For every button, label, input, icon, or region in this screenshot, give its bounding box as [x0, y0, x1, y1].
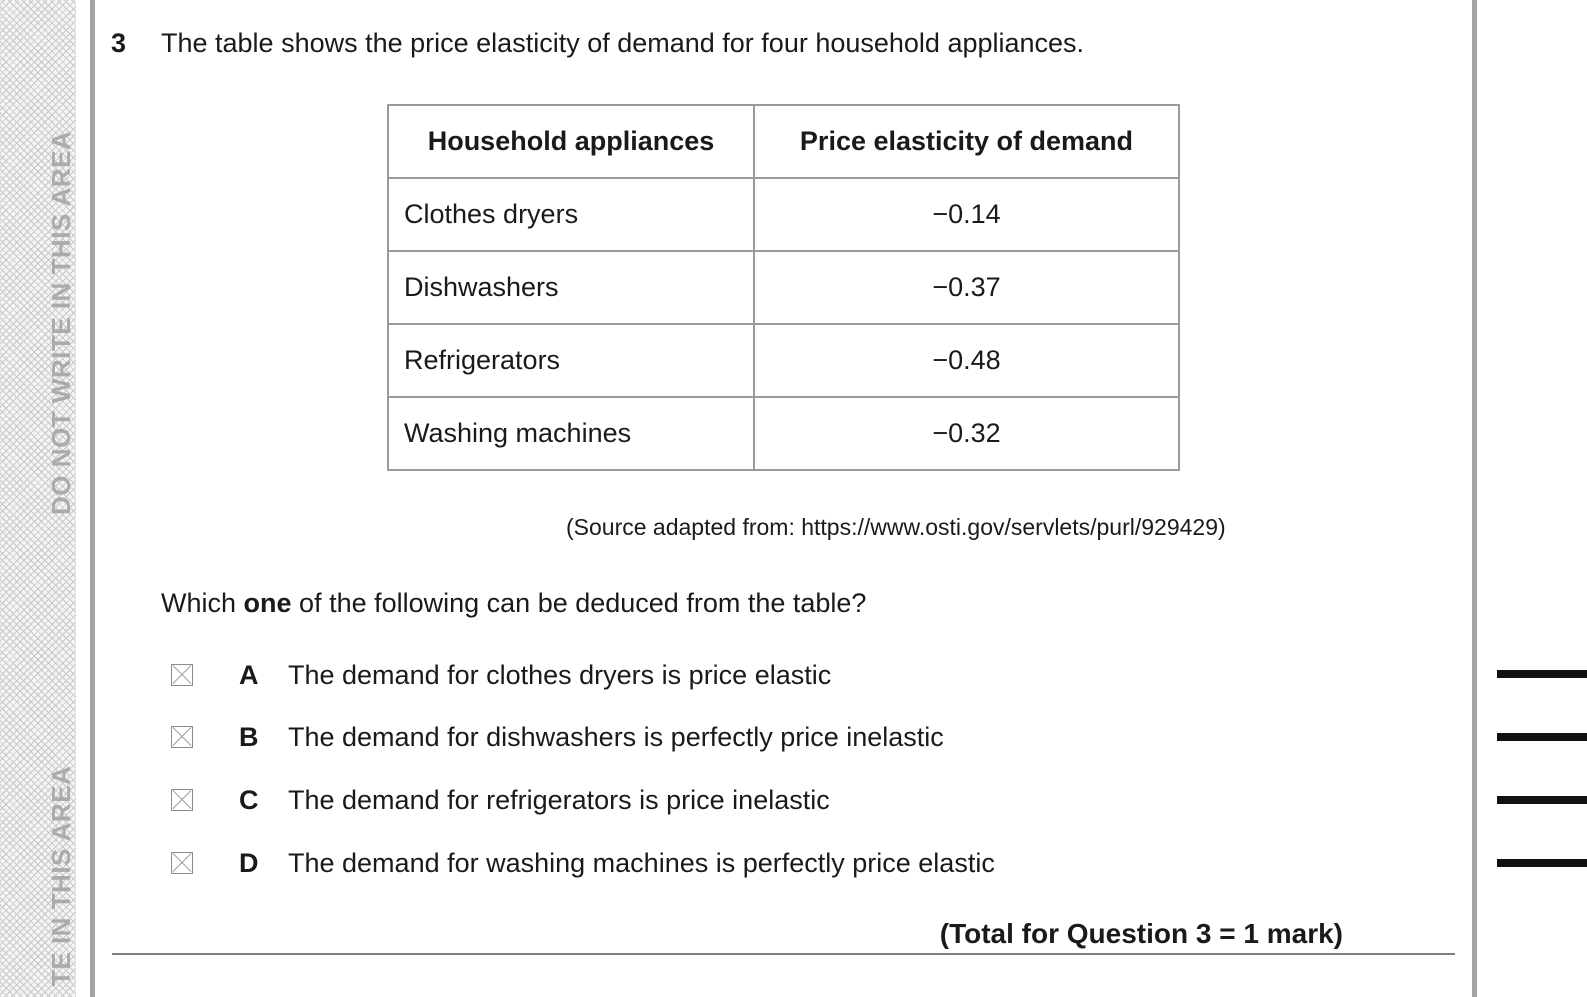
- right-border-line: [1472, 0, 1477, 997]
- margin-mark: [1497, 796, 1587, 804]
- table-row: [388, 397, 1179, 470]
- table-row: [388, 251, 1179, 324]
- elasticity-table: [387, 104, 1180, 471]
- appliance-cell: Dishwashers: [388, 251, 754, 324]
- table-row: [388, 324, 1179, 397]
- source-citation: (Source adapted from: https://www.osti.gov/servlets/purl/929429): [566, 514, 1226, 540]
- appliance-cell: Refrigerators: [388, 324, 754, 397]
- checkbox-icon[interactable]: [171, 852, 193, 874]
- prompt-post: of the following can be deduced from the table?: [291, 588, 867, 618]
- table-row: [388, 178, 1179, 251]
- option-text: The demand for washing machines is perfectly price elastic: [288, 848, 995, 878]
- question-prompt: [161, 588, 866, 619]
- option-letter: C: [239, 785, 259, 815]
- margin-mark: [1497, 670, 1587, 678]
- option-letter: D: [239, 848, 259, 878]
- option-text: The demand for dishwashers is perfectly price inelastic: [288, 722, 944, 752]
- prompt-pre: Which: [161, 588, 244, 618]
- margin-mark: [1497, 733, 1587, 741]
- prompt-emphasis: one: [243, 588, 292, 618]
- option-letter: A: [239, 660, 259, 690]
- elasticity-cell: −0.37: [754, 251, 1179, 324]
- header-appliances: Household appliances: [388, 105, 754, 178]
- elasticity-cell: −0.48: [754, 324, 1179, 397]
- checkbox-icon[interactable]: [171, 726, 193, 748]
- elasticity-cell: −0.14: [754, 178, 1179, 251]
- margin-mark: [1497, 859, 1587, 867]
- question-number: 3: [111, 28, 127, 58]
- appliance-cell: Washing machines: [388, 397, 754, 470]
- question-text: The table shows the price elasticity of demand for four household appliances.: [161, 28, 1085, 58]
- question-divider: [112, 953, 1455, 955]
- margin-warning-upper: DO NOT WRITE IN THIS AREA: [46, 130, 76, 515]
- checkbox-icon[interactable]: [171, 789, 193, 811]
- table-header-row: [388, 105, 1179, 178]
- option-b[interactable]: [160, 722, 1460, 762]
- option-d[interactable]: [160, 848, 1460, 888]
- option-text: The demand for clothes dryers is price elastic: [288, 660, 832, 690]
- option-c[interactable]: [160, 785, 1460, 825]
- checkbox-icon[interactable]: [171, 664, 193, 686]
- appliance-cell: Clothes dryers: [388, 178, 754, 251]
- option-letter: B: [239, 722, 259, 752]
- margin-warning-lower: TE IN THIS AREA: [46, 765, 76, 986]
- total-marks: (Total for Question 3 = 1 mark): [939, 918, 1343, 949]
- option-a[interactable]: [160, 660, 1460, 700]
- option-text: The demand for refrigerators is price inelastic: [288, 785, 830, 815]
- left-border-line: [90, 0, 95, 997]
- header-elasticity: Price elasticity of demand: [754, 105, 1179, 178]
- elasticity-cell: −0.32: [754, 397, 1179, 470]
